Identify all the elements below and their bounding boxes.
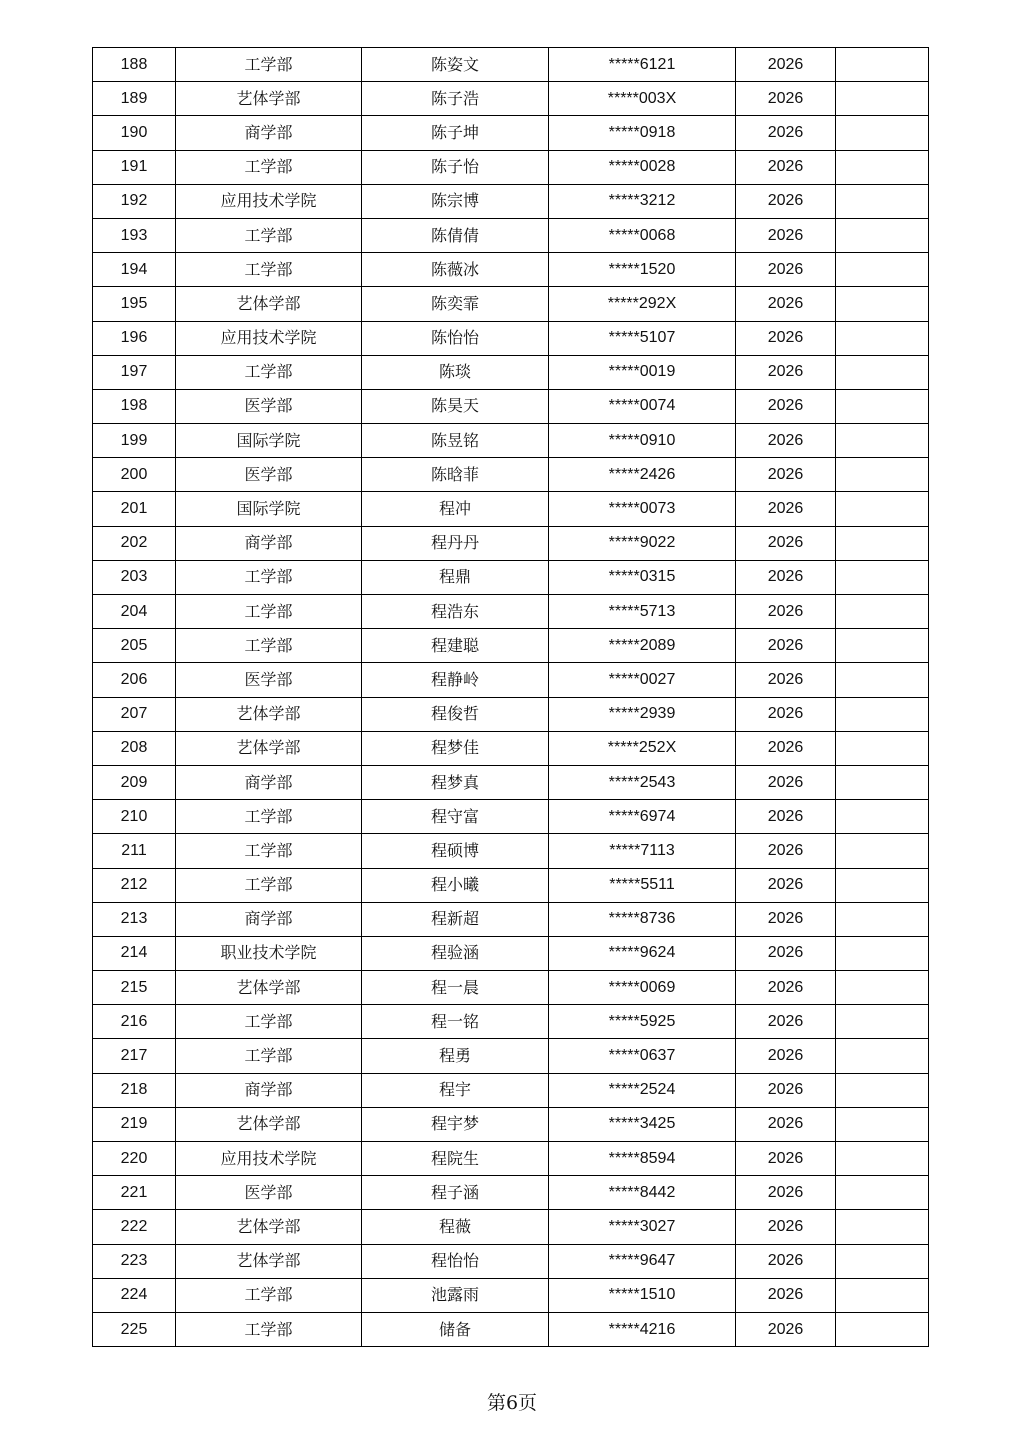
table-row xyxy=(93,287,929,321)
serial-number-cell: 201 xyxy=(93,492,176,526)
student-name-cell: 程院生 xyxy=(362,1142,549,1176)
remarks-cell xyxy=(836,1039,929,1073)
serial-number-cell: 213 xyxy=(93,902,176,936)
table-row xyxy=(93,82,929,116)
year-cell: 2026 xyxy=(736,560,836,594)
remarks-cell xyxy=(836,731,929,765)
id-number-cell: *****8736 xyxy=(549,902,736,936)
student-name-cell: 陈薇冰 xyxy=(362,253,549,287)
id-number-cell: *****2089 xyxy=(549,629,736,663)
serial-number-cell: 222 xyxy=(93,1210,176,1244)
department-cell: 商学部 xyxy=(176,902,362,936)
student-name-cell: 程验涵 xyxy=(362,936,549,970)
year-cell: 2026 xyxy=(736,389,836,423)
remarks-cell xyxy=(836,424,929,458)
department-cell: 工学部 xyxy=(176,150,362,184)
year-cell: 2026 xyxy=(736,834,836,868)
year-cell: 2026 xyxy=(736,458,836,492)
student-name-cell: 程勇 xyxy=(362,1039,549,1073)
remarks-cell xyxy=(836,389,929,423)
department-cell: 应用技术学院 xyxy=(176,184,362,218)
year-cell: 2026 xyxy=(736,731,836,765)
remarks-cell xyxy=(836,82,929,116)
id-number-cell: *****0027 xyxy=(549,663,736,697)
serial-number-cell: 212 xyxy=(93,868,176,902)
remarks-cell xyxy=(836,629,929,663)
department-cell: 艺体学部 xyxy=(176,971,362,1005)
serial-number-cell: 193 xyxy=(93,218,176,252)
serial-number-cell: 195 xyxy=(93,287,176,321)
id-number-cell: *****2426 xyxy=(549,458,736,492)
department-cell: 工学部 xyxy=(176,595,362,629)
id-number-cell: *****0073 xyxy=(549,492,736,526)
table-row xyxy=(93,218,929,252)
id-number-cell: *****9647 xyxy=(549,1244,736,1278)
department-cell: 工学部 xyxy=(176,1312,362,1346)
year-cell: 2026 xyxy=(736,82,836,116)
student-name-cell: 陈倩倩 xyxy=(362,218,549,252)
id-number-cell: *****252X xyxy=(549,731,736,765)
table-row xyxy=(93,150,929,184)
table-row xyxy=(93,458,929,492)
student-name-cell: 池露雨 xyxy=(362,1278,549,1312)
student-name-cell: 程丹丹 xyxy=(362,526,549,560)
remarks-cell xyxy=(836,287,929,321)
remarks-cell xyxy=(836,697,929,731)
table-row xyxy=(93,1142,929,1176)
table-row xyxy=(93,1039,929,1073)
year-cell: 2026 xyxy=(736,1005,836,1039)
department-cell: 应用技术学院 xyxy=(176,1142,362,1176)
table-row xyxy=(93,595,929,629)
remarks-cell xyxy=(836,663,929,697)
id-number-cell: *****8442 xyxy=(549,1176,736,1210)
year-cell: 2026 xyxy=(736,663,836,697)
serial-number-cell: 200 xyxy=(93,458,176,492)
department-cell: 商学部 xyxy=(176,765,362,799)
student-name-cell: 陈姿文 xyxy=(362,48,549,82)
id-number-cell: *****292X xyxy=(549,287,736,321)
department-cell: 工学部 xyxy=(176,868,362,902)
table-row xyxy=(93,355,929,389)
student-name-cell: 陈宗博 xyxy=(362,184,549,218)
serial-number-cell: 218 xyxy=(93,1073,176,1107)
id-number-cell: *****9624 xyxy=(549,936,736,970)
student-name-cell: 程一铭 xyxy=(362,1005,549,1039)
year-cell: 2026 xyxy=(736,800,836,834)
student-name-cell: 程建聪 xyxy=(362,629,549,663)
remarks-cell xyxy=(836,458,929,492)
student-name-cell: 程子涵 xyxy=(362,1176,549,1210)
serial-number-cell: 208 xyxy=(93,731,176,765)
id-number-cell: *****1510 xyxy=(549,1278,736,1312)
table-row xyxy=(93,1244,929,1278)
table-row xyxy=(93,800,929,834)
table-row xyxy=(93,48,929,82)
year-cell: 2026 xyxy=(736,1107,836,1141)
student-name-cell: 程浩东 xyxy=(362,595,549,629)
year-cell: 2026 xyxy=(736,1073,836,1107)
remarks-cell xyxy=(836,595,929,629)
remarks-cell xyxy=(836,321,929,355)
table-row xyxy=(93,834,929,868)
serial-number-cell: 214 xyxy=(93,936,176,970)
student-name-cell: 程硕博 xyxy=(362,834,549,868)
remarks-cell xyxy=(836,1312,929,1346)
year-cell: 2026 xyxy=(736,868,836,902)
remarks-cell xyxy=(836,765,929,799)
year-cell: 2026 xyxy=(736,253,836,287)
student-name-cell: 程冲 xyxy=(362,492,549,526)
student-name-cell: 程俊哲 xyxy=(362,697,549,731)
remarks-cell xyxy=(836,1210,929,1244)
id-number-cell: *****5925 xyxy=(549,1005,736,1039)
year-cell: 2026 xyxy=(736,321,836,355)
table-row xyxy=(93,1073,929,1107)
student-name-cell: 程小曦 xyxy=(362,868,549,902)
department-cell: 商学部 xyxy=(176,526,362,560)
remarks-cell xyxy=(836,1073,929,1107)
serial-number-cell: 224 xyxy=(93,1278,176,1312)
student-name-cell: 程新超 xyxy=(362,902,549,936)
department-cell: 工学部 xyxy=(176,1278,362,1312)
table-row xyxy=(93,389,929,423)
serial-number-cell: 204 xyxy=(93,595,176,629)
remarks-cell xyxy=(836,1278,929,1312)
department-cell: 艺体学部 xyxy=(176,697,362,731)
id-number-cell: *****6121 xyxy=(549,48,736,82)
department-cell: 工学部 xyxy=(176,1005,362,1039)
remarks-cell xyxy=(836,1142,929,1176)
table-row xyxy=(93,1176,929,1210)
department-cell: 工学部 xyxy=(176,560,362,594)
id-number-cell: *****3425 xyxy=(549,1107,736,1141)
year-cell: 2026 xyxy=(736,1210,836,1244)
table-row xyxy=(93,765,929,799)
department-cell: 工学部 xyxy=(176,253,362,287)
department-cell: 艺体学部 xyxy=(176,731,362,765)
year-cell: 2026 xyxy=(736,902,836,936)
department-cell: 艺体学部 xyxy=(176,1107,362,1141)
table-row xyxy=(93,1210,929,1244)
roster-table xyxy=(92,47,929,1347)
serial-number-cell: 192 xyxy=(93,184,176,218)
year-cell: 2026 xyxy=(736,765,836,799)
department-cell: 工学部 xyxy=(176,800,362,834)
id-number-cell: *****0068 xyxy=(549,218,736,252)
id-number-cell: *****8594 xyxy=(549,1142,736,1176)
table-row xyxy=(93,1278,929,1312)
department-cell: 医学部 xyxy=(176,458,362,492)
year-cell: 2026 xyxy=(736,936,836,970)
table-row xyxy=(93,697,929,731)
table-row xyxy=(93,971,929,1005)
student-name-cell: 程宇 xyxy=(362,1073,549,1107)
id-number-cell: *****0074 xyxy=(549,389,736,423)
table-row xyxy=(93,560,929,594)
student-name-cell: 陈昊天 xyxy=(362,389,549,423)
id-number-cell: *****5713 xyxy=(549,595,736,629)
department-cell: 工学部 xyxy=(176,629,362,663)
year-cell: 2026 xyxy=(736,1176,836,1210)
department-cell: 工学部 xyxy=(176,48,362,82)
student-name-cell: 陈怡怡 xyxy=(362,321,549,355)
id-number-cell: *****0019 xyxy=(549,355,736,389)
id-number-cell: *****3027 xyxy=(549,1210,736,1244)
remarks-cell xyxy=(836,218,929,252)
year-cell: 2026 xyxy=(736,971,836,1005)
year-cell: 2026 xyxy=(736,1312,836,1346)
serial-number-cell: 220 xyxy=(93,1142,176,1176)
serial-number-cell: 194 xyxy=(93,253,176,287)
serial-number-cell: 188 xyxy=(93,48,176,82)
student-name-cell: 程鼎 xyxy=(362,560,549,594)
id-number-cell: *****2543 xyxy=(549,765,736,799)
serial-number-cell: 197 xyxy=(93,355,176,389)
year-cell: 2026 xyxy=(736,1039,836,1073)
student-name-cell: 程守富 xyxy=(362,800,549,834)
serial-number-cell: 225 xyxy=(93,1312,176,1346)
department-cell: 艺体学部 xyxy=(176,287,362,321)
department-cell: 国际学院 xyxy=(176,424,362,458)
student-name-cell: 程怡怡 xyxy=(362,1244,549,1278)
department-cell: 医学部 xyxy=(176,663,362,697)
remarks-cell xyxy=(836,1005,929,1039)
year-cell: 2026 xyxy=(736,150,836,184)
student-name-cell: 程梦真 xyxy=(362,765,549,799)
id-number-cell: *****0910 xyxy=(549,424,736,458)
remarks-cell xyxy=(836,1244,929,1278)
id-number-cell: *****2524 xyxy=(549,1073,736,1107)
table-row xyxy=(93,1107,929,1141)
year-cell: 2026 xyxy=(736,184,836,218)
table-row xyxy=(93,492,929,526)
serial-number-cell: 206 xyxy=(93,663,176,697)
student-name-cell: 程一晨 xyxy=(362,971,549,1005)
id-number-cell: *****6974 xyxy=(549,800,736,834)
year-cell: 2026 xyxy=(736,492,836,526)
department-cell: 商学部 xyxy=(176,116,362,150)
table-row xyxy=(93,731,929,765)
table-row xyxy=(93,116,929,150)
id-number-cell: *****5511 xyxy=(549,868,736,902)
serial-number-cell: 196 xyxy=(93,321,176,355)
year-cell: 2026 xyxy=(736,526,836,560)
serial-number-cell: 207 xyxy=(93,697,176,731)
serial-number-cell: 190 xyxy=(93,116,176,150)
serial-number-cell: 221 xyxy=(93,1176,176,1210)
remarks-cell xyxy=(836,1176,929,1210)
table-row xyxy=(93,663,929,697)
id-number-cell: *****0315 xyxy=(549,560,736,594)
id-number-cell: *****5107 xyxy=(549,321,736,355)
serial-number-cell: 209 xyxy=(93,765,176,799)
remarks-cell xyxy=(836,560,929,594)
year-cell: 2026 xyxy=(736,595,836,629)
id-number-cell: *****9022 xyxy=(549,526,736,560)
serial-number-cell: 211 xyxy=(93,834,176,868)
student-name-cell: 陈子浩 xyxy=(362,82,549,116)
department-cell: 艺体学部 xyxy=(176,1210,362,1244)
remarks-cell xyxy=(836,253,929,287)
year-cell: 2026 xyxy=(736,424,836,458)
student-name-cell: 程薇 xyxy=(362,1210,549,1244)
student-name-cell: 陈昱铭 xyxy=(362,424,549,458)
table-row xyxy=(93,1312,929,1346)
id-number-cell: *****2939 xyxy=(549,697,736,731)
department-cell: 艺体学部 xyxy=(176,1244,362,1278)
student-name-cell: 程梦佳 xyxy=(362,731,549,765)
serial-number-cell: 199 xyxy=(93,424,176,458)
student-name-cell: 陈子坤 xyxy=(362,116,549,150)
remarks-cell xyxy=(836,902,929,936)
student-name-cell: 程宇梦 xyxy=(362,1107,549,1141)
table-row xyxy=(93,321,929,355)
remarks-cell xyxy=(836,184,929,218)
remarks-cell xyxy=(836,936,929,970)
department-cell: 商学部 xyxy=(176,1073,362,1107)
serial-number-cell: 216 xyxy=(93,1005,176,1039)
serial-number-cell: 198 xyxy=(93,389,176,423)
year-cell: 2026 xyxy=(736,629,836,663)
year-cell: 2026 xyxy=(736,697,836,731)
remarks-cell xyxy=(836,116,929,150)
department-cell: 艺体学部 xyxy=(176,82,362,116)
student-name-cell: 陈奕霏 xyxy=(362,287,549,321)
department-cell: 医学部 xyxy=(176,389,362,423)
student-name-cell: 陈晗菲 xyxy=(362,458,549,492)
remarks-cell xyxy=(836,48,929,82)
remarks-cell xyxy=(836,971,929,1005)
serial-number-cell: 189 xyxy=(93,82,176,116)
remarks-cell xyxy=(836,150,929,184)
roster-table-body xyxy=(93,48,929,1347)
department-cell: 医学部 xyxy=(176,1176,362,1210)
remarks-cell xyxy=(836,526,929,560)
id-number-cell: *****0918 xyxy=(549,116,736,150)
serial-number-cell: 219 xyxy=(93,1107,176,1141)
serial-number-cell: 202 xyxy=(93,526,176,560)
year-cell: 2026 xyxy=(736,355,836,389)
year-cell: 2026 xyxy=(736,1278,836,1312)
student-name-cell: 陈子怡 xyxy=(362,150,549,184)
id-number-cell: *****4216 xyxy=(549,1312,736,1346)
year-cell: 2026 xyxy=(736,48,836,82)
serial-number-cell: 223 xyxy=(93,1244,176,1278)
id-number-cell: *****0069 xyxy=(549,971,736,1005)
year-cell: 2026 xyxy=(736,116,836,150)
remarks-cell xyxy=(836,492,929,526)
department-cell: 工学部 xyxy=(176,1039,362,1073)
table-row xyxy=(93,902,929,936)
page-number: 第6页 xyxy=(486,1392,538,1414)
id-number-cell: *****0637 xyxy=(549,1039,736,1073)
remarks-cell xyxy=(836,1107,929,1141)
year-cell: 2026 xyxy=(736,1142,836,1176)
table-row xyxy=(93,184,929,218)
year-cell: 2026 xyxy=(736,218,836,252)
year-cell: 2026 xyxy=(736,1244,836,1278)
department-cell: 工学部 xyxy=(176,355,362,389)
id-number-cell: *****1520 xyxy=(549,253,736,287)
department-cell: 职业技术学院 xyxy=(176,936,362,970)
student-name-cell: 陈琰 xyxy=(362,355,549,389)
table-row xyxy=(93,526,929,560)
remarks-cell xyxy=(836,868,929,902)
remarks-cell xyxy=(836,834,929,868)
table-row xyxy=(93,253,929,287)
department-cell: 国际学院 xyxy=(176,492,362,526)
serial-number-cell: 215 xyxy=(93,971,176,1005)
student-name-cell: 程静岭 xyxy=(362,663,549,697)
id-number-cell: *****3212 xyxy=(549,184,736,218)
year-cell: 2026 xyxy=(736,287,836,321)
table-row xyxy=(93,868,929,902)
department-cell: 应用技术学院 xyxy=(176,321,362,355)
student-name-cell: 储备 xyxy=(362,1312,549,1346)
table-row xyxy=(93,936,929,970)
department-cell: 工学部 xyxy=(176,218,362,252)
serial-number-cell: 191 xyxy=(93,150,176,184)
serial-number-cell: 205 xyxy=(93,629,176,663)
department-cell: 工学部 xyxy=(176,834,362,868)
id-number-cell: *****003X xyxy=(549,82,736,116)
remarks-cell xyxy=(836,355,929,389)
table-row xyxy=(93,629,929,663)
remarks-cell xyxy=(836,800,929,834)
id-number-cell: *****0028 xyxy=(549,150,736,184)
serial-number-cell: 203 xyxy=(93,560,176,594)
serial-number-cell: 217 xyxy=(93,1039,176,1073)
serial-number-cell: 210 xyxy=(93,800,176,834)
table-row xyxy=(93,424,929,458)
id-number-cell: *****7113 xyxy=(549,834,736,868)
table-row xyxy=(93,1005,929,1039)
